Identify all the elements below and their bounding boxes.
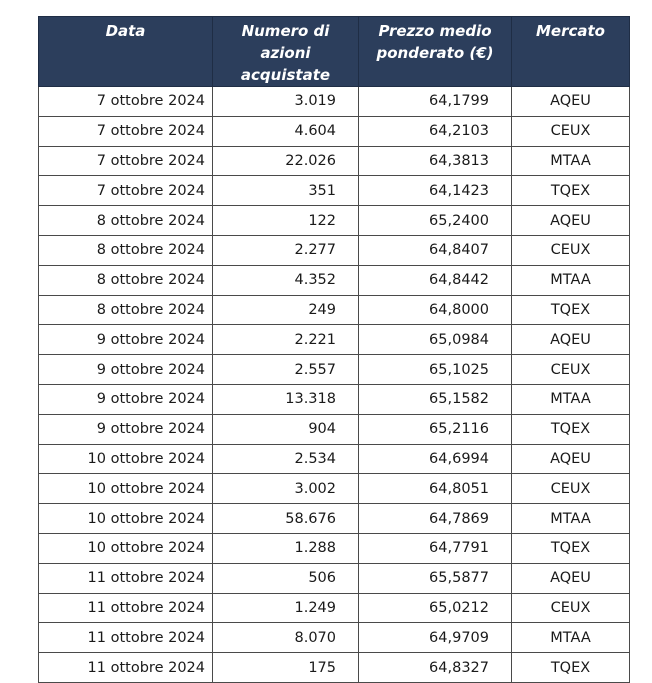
- table-header: [39, 17, 630, 87]
- date-cell: 9 ottobre 2024: [39, 325, 213, 355]
- quantity-cell: 2.221: [213, 325, 359, 355]
- table-body: [39, 87, 630, 683]
- quantity-cell: 4.352: [213, 265, 359, 295]
- avg-price-cell: 64,7791: [359, 533, 512, 563]
- date-cell: 11 ottobre 2024: [39, 563, 213, 593]
- table-row: [39, 504, 630, 534]
- market-cell: AQEU: [512, 206, 630, 236]
- date-cell: 10 ottobre 2024: [39, 504, 213, 534]
- table-row: [39, 325, 630, 355]
- table-row: [39, 206, 630, 236]
- date-cell: 10 ottobre 2024: [39, 474, 213, 504]
- table-row: [39, 235, 630, 265]
- avg-price-cell: 65,0212: [359, 593, 512, 623]
- date-cell: 8 ottobre 2024: [39, 206, 213, 236]
- avg-price-cell: 64,8442: [359, 265, 512, 295]
- market-cell: CEUX: [512, 355, 630, 385]
- quantity-cell: 58.676: [213, 504, 359, 534]
- avg-price-cell: 64,8000: [359, 295, 512, 325]
- avg-price-cell: 65,1582: [359, 384, 512, 414]
- avg-price-cell: 64,9709: [359, 623, 512, 653]
- market-cell: TQEX: [512, 295, 630, 325]
- date-cell: 9 ottobre 2024: [39, 355, 213, 385]
- table-row: [39, 593, 630, 623]
- avg-price-cell: 64,8407: [359, 235, 512, 265]
- avg-price-cell: 65,1025: [359, 355, 512, 385]
- market-cell: MTAA: [512, 265, 630, 295]
- market-cell: AQEU: [512, 87, 630, 117]
- date-cell: 10 ottobre 2024: [39, 533, 213, 563]
- header-date: Data: [39, 17, 213, 87]
- header-market: Mercato: [512, 17, 630, 87]
- market-cell: TQEX: [512, 414, 630, 444]
- date-cell: 11 ottobre 2024: [39, 623, 213, 653]
- date-cell: 8 ottobre 2024: [39, 295, 213, 325]
- avg-price-cell: 64,1423: [359, 176, 512, 206]
- avg-price-cell: 64,7869: [359, 504, 512, 534]
- market-cell: CEUX: [512, 474, 630, 504]
- date-cell: 10 ottobre 2024: [39, 444, 213, 474]
- share-purchases-table: [38, 16, 630, 683]
- date-cell: 9 ottobre 2024: [39, 414, 213, 444]
- table-row: [39, 265, 630, 295]
- quantity-cell: 2.557: [213, 355, 359, 385]
- quantity-cell: 506: [213, 563, 359, 593]
- date-cell: 8 ottobre 2024: [39, 235, 213, 265]
- quantity-cell: 8.070: [213, 623, 359, 653]
- quantity-cell: 904: [213, 414, 359, 444]
- header-avg-price: Prezzo medio ponderato (€): [359, 17, 512, 87]
- date-cell: 11 ottobre 2024: [39, 653, 213, 683]
- market-cell: AQEU: [512, 325, 630, 355]
- quantity-cell: 3.019: [213, 87, 359, 117]
- market-cell: CEUX: [512, 593, 630, 623]
- table-row: [39, 87, 630, 117]
- date-cell: 11 ottobre 2024: [39, 593, 213, 623]
- quantity-cell: 1.249: [213, 593, 359, 623]
- quantity-cell: 351: [213, 176, 359, 206]
- quantity-cell: 13.318: [213, 384, 359, 414]
- avg-price-cell: 64,2103: [359, 116, 512, 146]
- table-row: [39, 116, 630, 146]
- market-cell: AQEU: [512, 444, 630, 474]
- date-cell: 8 ottobre 2024: [39, 265, 213, 295]
- market-cell: TQEX: [512, 533, 630, 563]
- table-row: [39, 414, 630, 444]
- avg-price-cell: 65,2400: [359, 206, 512, 236]
- quantity-cell: 2.277: [213, 235, 359, 265]
- market-cell: TQEX: [512, 653, 630, 683]
- market-cell: MTAA: [512, 623, 630, 653]
- table-row: [39, 653, 630, 683]
- table-row: [39, 176, 630, 206]
- table-row: [39, 563, 630, 593]
- quantity-cell: 22.026: [213, 146, 359, 176]
- market-cell: TQEX: [512, 176, 630, 206]
- quantity-cell: 4.604: [213, 116, 359, 146]
- header-row: [39, 17, 630, 87]
- table-row: [39, 146, 630, 176]
- avg-price-cell: 64,3813: [359, 146, 512, 176]
- quantity-cell: 3.002: [213, 474, 359, 504]
- avg-price-cell: 64,6994: [359, 444, 512, 474]
- avg-price-cell: 64,8051: [359, 474, 512, 504]
- market-cell: MTAA: [512, 384, 630, 414]
- table-row: [39, 355, 630, 385]
- date-cell: 7 ottobre 2024: [39, 176, 213, 206]
- avg-price-cell: 65,2116: [359, 414, 512, 444]
- header-quantity: Numero di azioni acquistate: [213, 17, 359, 87]
- market-cell: CEUX: [512, 116, 630, 146]
- quantity-cell: 1.288: [213, 533, 359, 563]
- quantity-cell: 122: [213, 206, 359, 236]
- table-row: [39, 623, 630, 653]
- table-row: [39, 384, 630, 414]
- table-row: [39, 444, 630, 474]
- quantity-cell: 249: [213, 295, 359, 325]
- avg-price-cell: 64,8327: [359, 653, 512, 683]
- quantity-cell: 2.534: [213, 444, 359, 474]
- quantity-cell: 175: [213, 653, 359, 683]
- market-cell: MTAA: [512, 146, 630, 176]
- date-cell: 7 ottobre 2024: [39, 146, 213, 176]
- avg-price-cell: 65,0984: [359, 325, 512, 355]
- market-cell: CEUX: [512, 235, 630, 265]
- avg-price-cell: 64,1799: [359, 87, 512, 117]
- avg-price-cell: 65,5877: [359, 563, 512, 593]
- date-cell: 7 ottobre 2024: [39, 116, 213, 146]
- table-row: [39, 533, 630, 563]
- market-cell: AQEU: [512, 563, 630, 593]
- table-row: [39, 295, 630, 325]
- market-cell: MTAA: [512, 504, 630, 534]
- date-cell: 7 ottobre 2024: [39, 87, 213, 117]
- date-cell: 9 ottobre 2024: [39, 384, 213, 414]
- table-row: [39, 474, 630, 504]
